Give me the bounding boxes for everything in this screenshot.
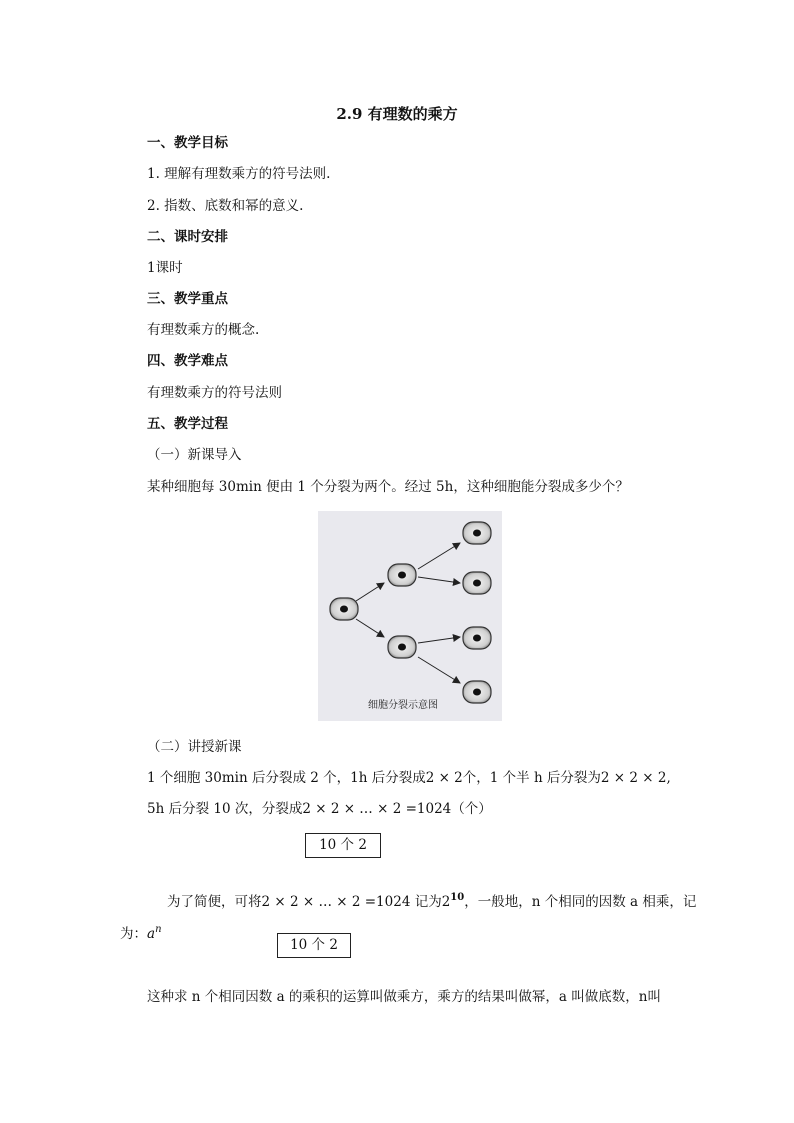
cell-icon — [388, 564, 416, 586]
lesson-paragraph-4 — [120, 925, 162, 945]
cell-icon — [388, 636, 416, 658]
lesson-paragraph-1: 1 个细胞 30min 后分裂成 2 个，1h 后分裂成2 × 2个，1 个半 h 后分裂为2 × 2 × 2, — [147, 770, 671, 786]
lesson-paragraph-3 — [167, 893, 696, 913]
page-title: 2.9 有理数的乘方 — [336, 105, 458, 123]
cell-division-figure — [318, 511, 502, 721]
section-heading-goals: 一、教学目标 — [147, 135, 228, 151]
schedule-text: 1课时 — [147, 260, 183, 276]
paragraph-4-text: 为： — [120, 926, 147, 942]
power-exponent: 10 — [450, 892, 465, 903]
difficulties-text: 有理数乘方的符号法则 — [147, 385, 282, 401]
variable-base: a — [147, 926, 156, 942]
annotation-box-2: 10 个 2 — [277, 933, 351, 958]
paragraph-3-text-a: 为了简便，可将2 × 2 × … × 2 =1024 记为 — [167, 894, 442, 910]
power-base: 2 — [441, 894, 451, 910]
subheading-intro: （一）新课导入 — [147, 447, 242, 463]
cell-icon — [463, 681, 491, 703]
intro-question: 某种细胞每 30min 便由 1 个分裂为两个。经过 5h，这种细胞能分裂成多少个？ — [147, 479, 629, 495]
section-heading-schedule: 二、课时安排 — [147, 229, 228, 245]
cell-icon — [330, 598, 358, 620]
section-heading-key-points: 三、教学重点 — [147, 291, 228, 307]
cell-icon — [463, 572, 491, 594]
variable-exponent: n — [155, 924, 162, 935]
cell-icon — [463, 522, 491, 544]
key-points-text: 有理数乘方的概念. — [147, 322, 260, 338]
cell-icon — [463, 627, 491, 649]
goal-item-1: 1. 理解有理数乘方的符号法则. — [147, 166, 331, 182]
paragraph-3-text-b: ，一般地，n 个相同的因数 a 相乘，记 — [464, 894, 697, 910]
cells — [330, 522, 491, 703]
section-heading-process: 五、教学过程 — [147, 416, 228, 432]
lesson-paragraph-2: 5h 后分裂 10 次，分裂成2 × 2 × … × 2 =1024（个） — [147, 801, 492, 817]
goal-item-2: 2. 指数、底数和幂的意义. — [147, 198, 304, 214]
section-heading-difficulties: 四、教学难点 — [147, 353, 228, 369]
subheading-lesson: （二）讲授新课 — [147, 739, 242, 755]
cell-division-diagram — [318, 511, 502, 721]
figure-caption: 细胞分裂示意图 — [368, 700, 438, 711]
annotation-box-1: 10 个 2 — [305, 833, 381, 858]
lesson-paragraph-5: 这种求 n 个相同因数 a 的乘积的运算叫做乘方，乘方的结果叫做幂，a 叫做底数，n叫 — [147, 989, 661, 1005]
